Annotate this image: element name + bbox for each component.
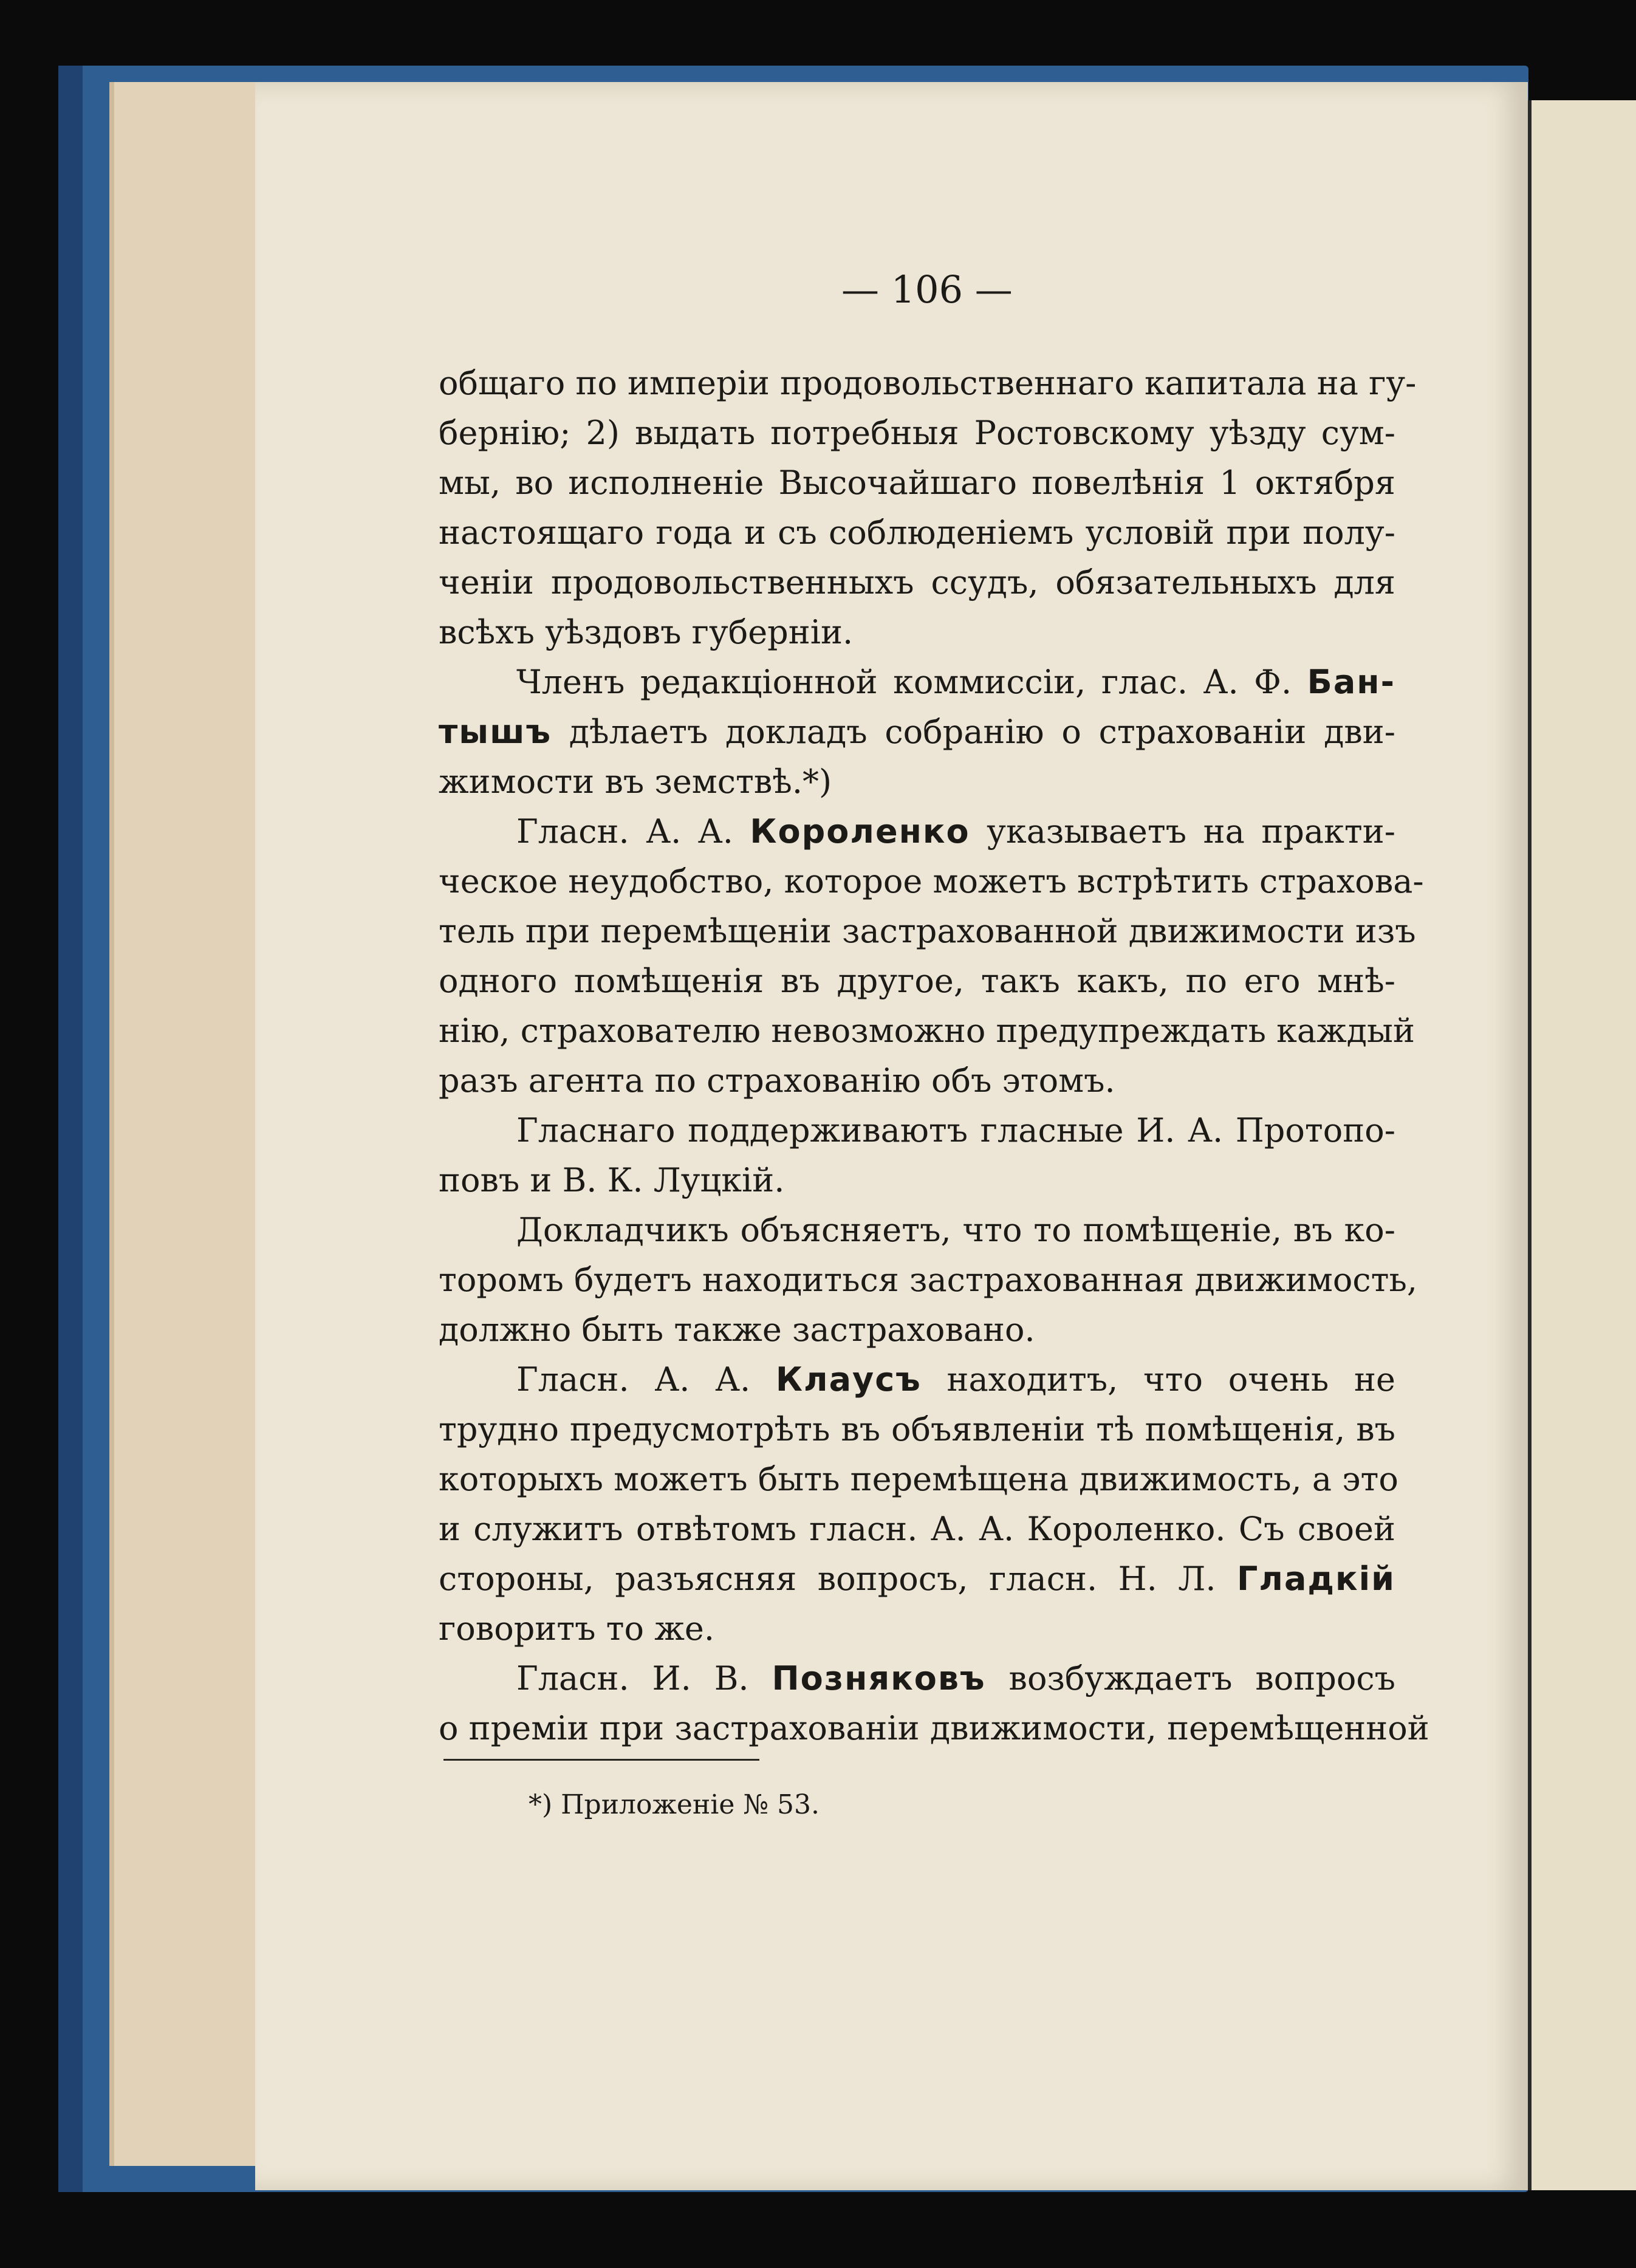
text-line: одного помѣщенія въ другое, такъ какъ, по его мнѣ- xyxy=(439,962,1395,1000)
text-line: тель при перемѣщеніи застрахованной движимости изъ xyxy=(439,912,1416,950)
speaker-name: Позняковъ xyxy=(772,1659,986,1698)
text-line xyxy=(439,657,1395,707)
text-line: трудно предусмотрѣть въ объявленіи тѣ помѣщенія, въ xyxy=(439,1410,1395,1448)
text-fragment: Гласн. И. В. xyxy=(516,1659,772,1698)
text-line: всѣхъ уѣздовъ губерніи. xyxy=(439,613,854,651)
footnote: *) Приложеніе № 53. xyxy=(529,1789,820,1820)
text-line: должно быть также застраховано. xyxy=(439,1310,1035,1349)
text-fragment: Гласн. А. А. xyxy=(516,1360,776,1399)
page-number: — 106 — xyxy=(841,267,1013,312)
facing-page xyxy=(1528,100,1636,2190)
text-fragment: находитъ, что очень не xyxy=(921,1360,1395,1399)
text-line: повъ и В. К. Луцкій. xyxy=(439,1161,785,1199)
text-fragment: указываетъ на практи- xyxy=(970,812,1395,851)
text-fragment: возбуждаетъ вопросъ xyxy=(985,1659,1395,1698)
speaker-name: Клаусъ xyxy=(775,1360,922,1399)
text-line: разъ агента по страхованію объ этомъ. xyxy=(439,1061,1115,1100)
text-line: нію, страхователю невозможно предупреждать каждый xyxy=(439,1012,1415,1050)
text-line: мы, во исполненіе Высочайшаго повелѣнія 1 октября xyxy=(439,464,1395,502)
speaker-name: Короленко xyxy=(750,812,970,851)
speaker-name: Бан- xyxy=(1307,663,1395,701)
text-line: о преміи при застрахованіи движимости, перемѣщенной xyxy=(439,1709,1429,1747)
speaker-name: тышъ xyxy=(439,713,552,751)
page-edges xyxy=(109,82,260,2166)
text-line: которыхъ можетъ быть перемѣщена движимость, а это xyxy=(439,1460,1398,1498)
footnote-divider xyxy=(443,1759,759,1761)
text-fragment: дѣлаетъ докладъ собранію о страхованіи дви- xyxy=(552,713,1395,751)
text-line: торомъ будетъ находиться застрахованная движимость, xyxy=(439,1261,1418,1299)
text-line: и служитъ отвѣтомъ гласн. А. А. Короленко. Съ своей xyxy=(439,1510,1395,1548)
text-fragment: Членъ редакціонной коммиссіи, глас. А. Ф. xyxy=(516,663,1307,701)
text-fragment: Гласн. А. А. xyxy=(516,812,750,851)
text-line: ческое неудобство, которое можетъ встрѣтить страхова- xyxy=(439,862,1424,900)
text-line: ченіи продовольственныхъ ссудъ, обязательныхъ для xyxy=(439,563,1395,601)
text-line: Гласнаго поддерживаютъ гласные И. А. Протопо- xyxy=(516,1111,1395,1149)
book-spine-edge xyxy=(58,66,83,2192)
text-line: Докладчикъ объясняетъ, что то помѣщеніе, въ ко- xyxy=(516,1211,1395,1249)
text-line xyxy=(439,707,1395,757)
text-line: говоритъ то же. xyxy=(439,1609,715,1648)
text-fragment: стороны, разъясняя вопросъ, гласн. Н. Л. xyxy=(439,1560,1237,1598)
text-line: общаго по имперіи продовольственнаго капитала на гу- xyxy=(439,364,1417,402)
text-line xyxy=(439,1554,1395,1604)
text-line xyxy=(439,1355,1395,1405)
text-line: жимости въ земствѣ.*) xyxy=(439,762,832,801)
text-line xyxy=(439,1654,1395,1704)
speaker-name: Гладкій xyxy=(1236,1560,1395,1598)
page-body xyxy=(439,358,1429,1753)
text-line: бернію; 2) выдать потребныя Ростовскому уѣзду сум- xyxy=(439,414,1395,452)
text-line: настоящаго года и съ соблюденіемъ условій при полу- xyxy=(439,513,1395,552)
text-line xyxy=(439,807,1395,857)
